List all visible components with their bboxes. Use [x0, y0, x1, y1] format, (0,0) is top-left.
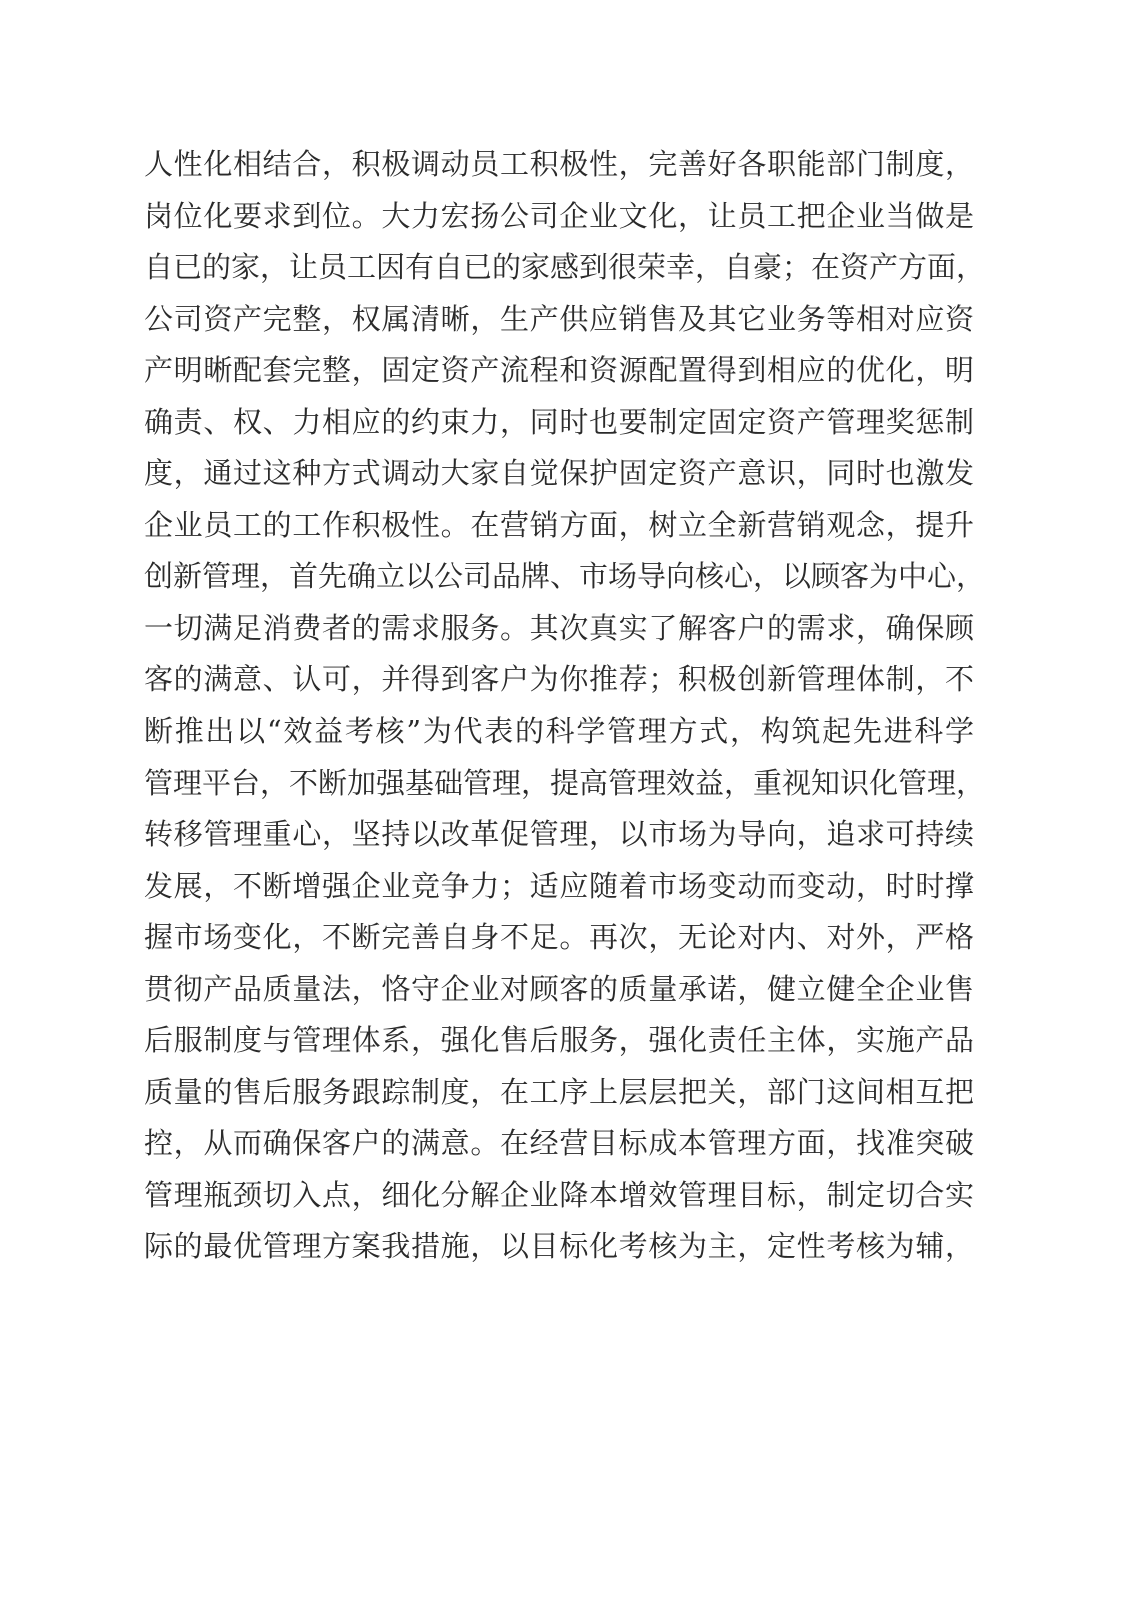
text-line: 客的满意、认可，并得到客户为你推荐；积极创新管理体制，不: [144, 662, 974, 697]
text-line: 公司资产完整，权属清晰，生产供应销售及其它业务等相对应资: [144, 301, 974, 336]
text-line: 岗位化要求到位。大力宏扬公司企业文化，让员工把企业当做是: [144, 198, 974, 233]
text-line: 度，通过这种方式调动大家自觉保护固定资产意识，同时也激发: [144, 456, 974, 491]
text-line: 自已的家，让员工因有自已的家感到很荣幸，自豪；在资产方面，: [144, 250, 986, 285]
text-line: 企业员工的工作积极性。在营销方面，树立全新营销观念，提升: [144, 507, 974, 542]
text-line: 质量的售后服务跟踪制度，在工序上层层把关，部门这间相互把: [144, 1074, 974, 1109]
text-line: 发展，不断增强企业竞争力；适应随着市场变动而变动，时时撑: [144, 868, 974, 903]
text-line: 后服制度与管理体系，强化售后服务，强化责任主体，实施产品: [144, 1023, 974, 1058]
text-line: 断推出以“效益考核”为代表的科学管理方式，构筑起先进科学: [144, 714, 974, 749]
text-line: 控，从而确保客户的满意。在经营目标成本管理方面，找准突破: [144, 1126, 974, 1161]
text-line: 转移管理重心，坚持以改革促管理，以市场为导向，追求可持续: [144, 817, 974, 852]
text-line: 贯彻产品质量法，恪守企业对顾客的质量承诺，健立健全企业售: [144, 971, 974, 1006]
text-line: 握市场变化，不断完善自身不足。再次，无论对内、对外，严格: [144, 920, 974, 955]
text-line: 际的最优管理方案我措施，以目标化考核为主，定性考核为辅，: [144, 1229, 974, 1264]
text-line: 一切满足消费者的需求服务。其次真实了解客户的需求，确保顾: [144, 610, 974, 645]
text-line: 管理平台，不断加强基础管理，提高管理效益，重视知识化管理，: [144, 765, 986, 800]
body-paragraph: [144, 139, 986, 1273]
text-line: 确责、权、力相应的约束力，同时也要制定固定资产管理奖惩制: [144, 404, 974, 439]
text-line: 人性化相结合，积极调动员工积极性，完善好各职能部门制度，: [144, 147, 974, 181]
text-line: 产明晰配套完整，固定资产流程和资源配置得到相应的优化，明: [144, 353, 974, 388]
text-line: 管理瓶颈切入点，细化分解企业降本增效管理目标，制定切合实: [144, 1177, 974, 1212]
text-line: 创新管理，首先确立以公司品牌、市场导向核心，以顾客为中心，: [144, 559, 986, 594]
